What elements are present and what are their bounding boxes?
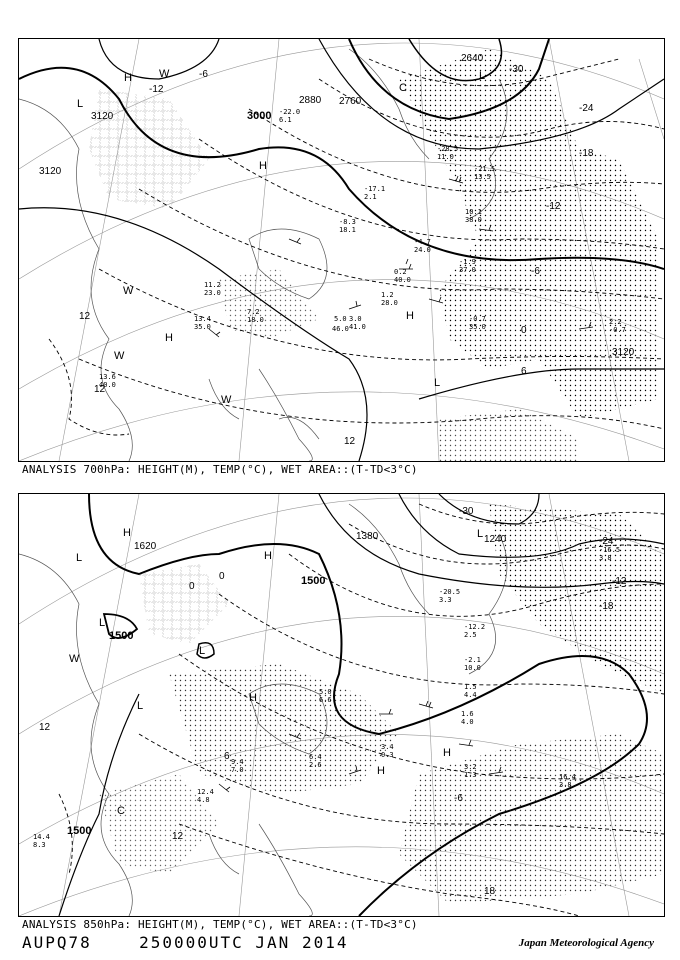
center-marker: L: [99, 617, 106, 629]
station-dewdep: 23.0: [204, 289, 221, 297]
height-label: 1620: [134, 541, 157, 552]
station-dewdep: -0.7: [609, 326, 626, 334]
temp-label: -18: [599, 601, 614, 612]
center-marker: L: [199, 645, 206, 657]
station-dewdep: 2.5: [464, 631, 477, 639]
station-dewdep: 4.8: [197, 796, 210, 804]
temp-label: 18: [484, 886, 496, 897]
center-marker: H: [406, 310, 414, 322]
temp-label: -6: [199, 69, 208, 80]
station-temp: -22.0: [279, 108, 301, 116]
station-dewdep: 13.5: [474, 173, 491, 181]
station-dewdep: 35.0: [469, 323, 486, 331]
temp-label: 12: [94, 384, 106, 395]
agency-credit: Japan Meteorological Agency: [518, 937, 654, 949]
station-temp: 14.4: [33, 833, 50, 841]
height-label: 1240: [484, 534, 507, 545]
chart-850hpa: [18, 493, 665, 917]
station-dewdep: 3.8: [599, 554, 612, 562]
center-marker: W: [123, 285, 134, 297]
station-dewdep: 18.0: [247, 316, 264, 324]
station-temp: 9.4: [231, 758, 244, 766]
product-id: AUPQ78: [22, 933, 92, 952]
center-marker: L: [434, 377, 441, 389]
center-marker: C: [399, 82, 407, 94]
wet-area-850: [99, 504, 664, 904]
caption-850hpa: ANALYSIS 850hPa: HEIGHT(M), TEMP(°C), WET AREA::(T-TD<3°C): [22, 918, 418, 931]
wet-area-700: [89, 49, 659, 461]
station-dewdep: 7.0: [231, 766, 244, 774]
station-dewdep: 37.0: [459, 266, 476, 274]
center-marker: L: [137, 700, 144, 712]
station-temp: -4.7: [414, 238, 431, 246]
station-dewdep: 0.3: [381, 751, 394, 759]
temp-label: -18: [579, 148, 594, 159]
station-temp: -8.3: [339, 218, 356, 226]
station-dewdep: 28.0: [381, 299, 398, 307]
chart-700hpa-map: [19, 39, 664, 461]
height-label: 3000: [247, 110, 272, 122]
center-marker: W: [159, 68, 170, 80]
chart-850hpa-map: [19, 494, 664, 916]
station-dewdep: 1.3: [464, 771, 477, 779]
height-label: 1500: [109, 630, 134, 642]
temp-label: 0: [219, 571, 225, 582]
station-temp: 1.6: [461, 710, 474, 718]
station-temp: -16.5: [599, 546, 621, 554]
center-marker: L: [77, 98, 84, 110]
temp-label: -12: [546, 201, 561, 212]
station-temp: -17.1: [364, 185, 386, 193]
station-dewdep: 41.0: [349, 323, 366, 331]
height-label: 3120: [91, 111, 114, 122]
center-marker: H: [124, 72, 132, 84]
center-marker: W: [114, 350, 125, 362]
temp-label: 6: [224, 751, 230, 762]
temp-label: -6: [531, 266, 540, 277]
station-temp: -1.9: [459, 258, 476, 266]
station-dewdep: 35.0: [194, 323, 211, 331]
station-temp: -20.5: [439, 588, 461, 596]
station-temp: 11.2: [204, 281, 221, 289]
height-label: 2640: [461, 53, 484, 64]
station-temp: 0.2: [394, 268, 407, 276]
center-marker: W: [221, 394, 232, 406]
chart-700hpa: [18, 38, 665, 462]
station-temp: -2.1: [464, 656, 481, 664]
station-dewdep: 18.1: [339, 226, 356, 234]
station-temp: -21.5: [474, 165, 496, 173]
center-marker: H: [259, 160, 267, 172]
height-label: 1500: [301, 575, 326, 587]
temp-label: -12: [149, 84, 164, 95]
station-dewdep: 38.0: [465, 216, 482, 224]
center-marker: H: [123, 527, 131, 539]
station-dewdep: 40.0: [394, 276, 411, 284]
station-dewdep: 4.4: [464, 691, 477, 699]
center-marker: H: [249, 692, 257, 704]
center-marker: L: [477, 528, 484, 540]
station-temp: -0.7: [469, 315, 486, 323]
station-temp: 5.0: [334, 315, 347, 323]
station-temp: 3.2: [464, 763, 477, 771]
temp-label: 0: [189, 581, 195, 592]
station-temp: -12.2: [464, 623, 486, 631]
station-temp: 3.4: [381, 743, 394, 751]
center-marker: C: [117, 805, 125, 817]
temp-label: -12: [612, 576, 627, 587]
station-temp: 13.4: [194, 315, 211, 323]
temp-label: 0: [521, 325, 527, 336]
station-temp: 6.4: [309, 753, 322, 761]
station-dewdep: 4.0: [461, 718, 474, 726]
center-marker: L: [479, 70, 486, 82]
center-marker: W: [69, 653, 80, 665]
product-header: [22, 933, 348, 952]
temp-label: -24: [579, 103, 594, 114]
temp-label: 12: [172, 831, 184, 842]
temp-label: -30: [509, 64, 524, 75]
height-label: 2760: [339, 96, 362, 107]
temp-label: -6: [454, 793, 463, 804]
caption-700hpa: ANALYSIS 700hPa: HEIGHT(M), TEMP(°C), WET AREA::(T-TD<3°C): [22, 463, 418, 476]
station-dewdep: 3.8: [559, 781, 572, 789]
center-marker: H: [264, 550, 272, 562]
station-temp: 1.5: [464, 683, 477, 691]
center-marker: H: [377, 765, 385, 777]
station-temp: 2.2: [609, 318, 622, 326]
station-temp: 10.1: [465, 208, 482, 216]
temp-label: 12: [79, 311, 91, 322]
station-temp: 5.0: [319, 688, 332, 696]
station-dewdep: 2.1: [364, 193, 377, 201]
station-dewdep: 46.0: [332, 325, 349, 333]
station-dewdep: 3.3: [439, 596, 452, 604]
station-temp: -28.5: [437, 145, 459, 153]
center-marker: H: [165, 332, 173, 344]
temp-label: 12: [344, 436, 356, 447]
station-dewdep: 24.0: [414, 246, 431, 254]
temp-label: 6: [521, 366, 527, 377]
station-dewdep: 2.6: [309, 761, 322, 769]
valid-time: 250000UTC JAN 2014: [139, 933, 349, 952]
temp-label: -24: [599, 536, 614, 547]
height-label: 1380: [356, 531, 379, 542]
center-marker: H: [443, 747, 451, 759]
station-temp: 16.4: [559, 773, 576, 781]
station-temp: 7.2: [247, 308, 260, 316]
station-dewdep: 6.1: [279, 116, 292, 124]
height-label: 2880: [299, 95, 322, 106]
station-dewdep: 11.0: [437, 153, 454, 161]
height-label: 1500: [67, 825, 92, 837]
temp-label: 12: [39, 722, 51, 733]
station-dewdep: 8.3: [33, 841, 46, 849]
station-dewdep: 6.6: [319, 696, 332, 704]
station-temp: 3.0: [349, 315, 362, 323]
station-dewdep: 40.0: [99, 381, 116, 389]
height-label: 3120: [612, 347, 635, 358]
center-marker: L: [76, 552, 83, 564]
station-temp: 1.2: [381, 291, 394, 299]
station-dewdep: 10.0: [464, 664, 481, 672]
temp-label: -30: [459, 506, 474, 517]
height-label: 3120: [39, 166, 62, 177]
station-temp: 13.6: [99, 373, 116, 381]
station-temp: 12.4: [197, 788, 214, 796]
